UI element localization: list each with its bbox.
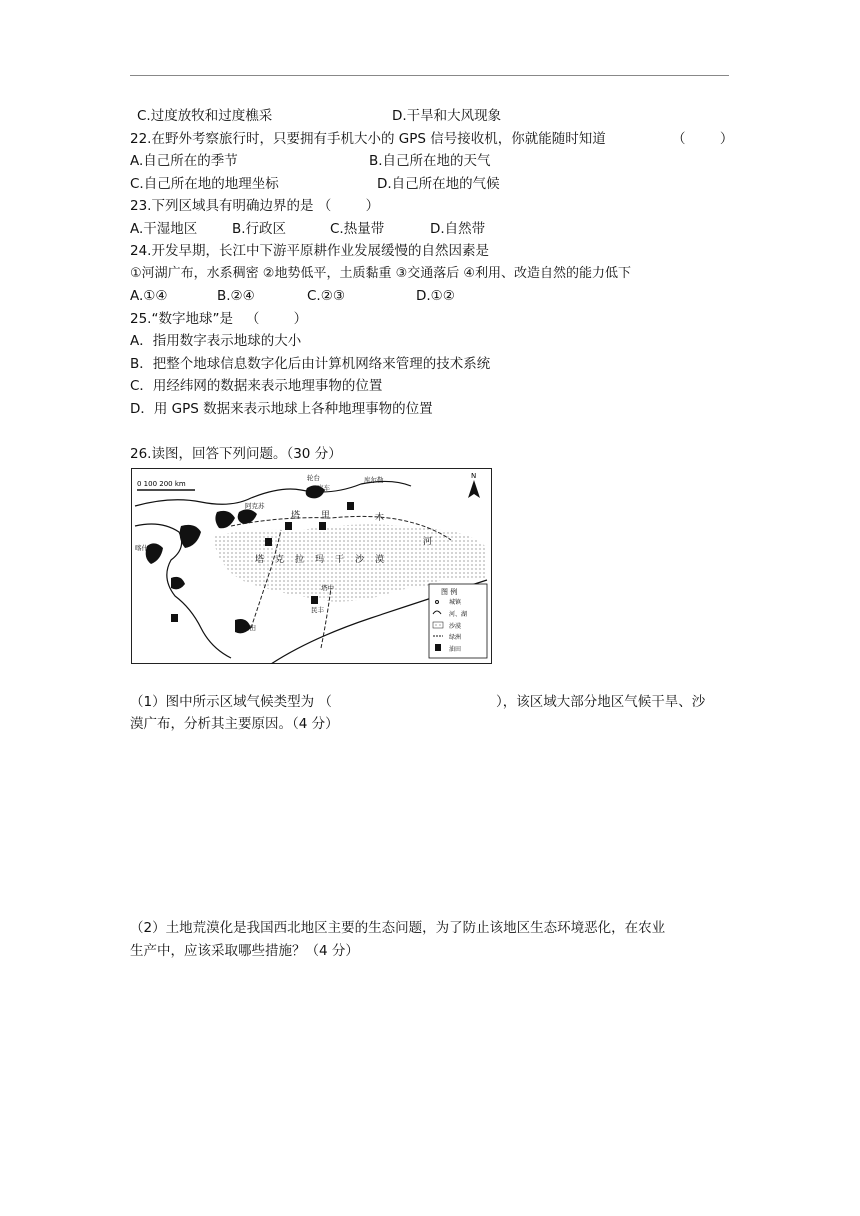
q25-stem: 25.“数字地球”是 （ ） bbox=[130, 311, 308, 327]
legend-oil: 油田 bbox=[449, 646, 462, 653]
desert-char: 干 bbox=[335, 555, 345, 565]
q22-option-c: C.自己所在地的地理坐标 bbox=[130, 176, 279, 192]
legend-town: 城镇 bbox=[449, 599, 462, 606]
place-kashgar: 喀什 bbox=[135, 544, 148, 552]
desert-char: 玛 bbox=[315, 555, 325, 565]
q26-part2-line1: （2）土地荒漠化是我国西北地区主要的生态问题，为了防止该地区生态环境恶化，在农业 bbox=[130, 920, 666, 936]
desert-icon bbox=[433, 622, 443, 628]
desert-char: 拉 bbox=[295, 555, 305, 565]
q23-stem: 23.下列区域具有明确边界的是 （ ） bbox=[130, 198, 380, 214]
q21-option-d: D.干旱和大风现象 bbox=[392, 108, 502, 124]
river-char: 里 bbox=[321, 511, 331, 521]
q21-option-c: C.过度放牧和过度樵采 bbox=[137, 108, 273, 124]
q24-option-c: C.②③ bbox=[307, 288, 345, 304]
q22-option-d: D.自己所在地的气候 bbox=[377, 176, 500, 192]
q23-option-d: D.自然带 bbox=[430, 221, 486, 237]
oil-field-icon bbox=[435, 644, 441, 651]
legend-river-lake: 河、湖 bbox=[449, 611, 468, 618]
oil-field bbox=[285, 522, 292, 530]
q23-option-b: B.行政区 bbox=[232, 221, 287, 237]
place-korla: 库尔勒 bbox=[364, 476, 384, 484]
map-legend bbox=[429, 584, 487, 658]
oil-field bbox=[265, 538, 272, 546]
q24-option-b: B.②④ bbox=[217, 288, 255, 304]
oil-field bbox=[171, 614, 178, 622]
q25-option-d: D．用 GPS 数据来表示地球上各种地理事物的位置 bbox=[130, 401, 433, 417]
north-label: N bbox=[471, 472, 477, 480]
q23-option-c: C.热量带 bbox=[330, 221, 385, 237]
desert-char: 塔 bbox=[255, 555, 265, 565]
desert-char: 克 bbox=[275, 555, 285, 565]
place-aksu: 阿克苏 bbox=[245, 502, 265, 510]
header-rule bbox=[130, 75, 729, 76]
q24-option-a: A.①④ bbox=[130, 288, 168, 304]
q22-answer-paren: （ ） bbox=[672, 131, 734, 147]
place-luntai: 轮台 bbox=[307, 474, 320, 482]
q26-part2-line2: 生产中，应该采取哪些措施？（4 分） bbox=[130, 943, 359, 959]
oil-field bbox=[319, 522, 326, 530]
q26-part1-line1b: ），该区域大部分地区气候干旱、沙 bbox=[496, 694, 706, 710]
place-tazhong: 塔中 bbox=[321, 584, 334, 592]
q23-option-a: A.干湿地区 bbox=[130, 221, 198, 237]
river-char: 河 bbox=[423, 537, 433, 547]
q26-part1-line1a: （1）图中所示区域气候类型为 （ bbox=[130, 694, 332, 710]
oil-field bbox=[347, 502, 354, 510]
legend-oasis: 绿洲 bbox=[449, 634, 462, 641]
oil-field bbox=[311, 596, 318, 604]
q22-option-a: A.自己所在的季节 bbox=[130, 153, 238, 169]
q24-items: ①河湖广布，水系稠密 ②地势低平，土质黏重 ③交通落后 ④利用、改造自然的能力低下 bbox=[130, 266, 632, 281]
legend-title: 图 例 bbox=[441, 588, 458, 596]
q25-option-b: B．把整个地球信息数字化后由计算机网络来管理的技术系统 bbox=[130, 356, 491, 372]
tarim-basin-map bbox=[131, 468, 492, 664]
desert-char: 沙 bbox=[355, 555, 365, 565]
desert-char: 漠 bbox=[375, 555, 385, 565]
place-hotan: 和田 bbox=[243, 624, 256, 632]
q22-option-b: B.自己所在地的天气 bbox=[369, 153, 491, 169]
q22-stem: 22.在野外考察旅行时，只要拥有手机大小的 GPS 信号接收机，你就能随时知道 bbox=[130, 131, 606, 147]
scale-label: 0 100 200 km bbox=[137, 480, 186, 488]
q26-part1-line2: 漠广布，分析其主要原因。（4 分） bbox=[130, 716, 339, 732]
legend-desert: 沙漠 bbox=[449, 623, 462, 630]
place-kuqa: 库车 bbox=[317, 484, 330, 492]
river-char: 木 bbox=[375, 513, 385, 523]
q26-stem: 26.读图，回答下列问题。（30 分） bbox=[130, 446, 342, 462]
place-minfeng: 民丰 bbox=[311, 606, 324, 614]
q25-option-a: A．指用数字表示地球的大小 bbox=[130, 333, 302, 349]
q24-stem: 24.开发早期，长江中下游平原耕作业发展缓慢的自然因素是 bbox=[130, 243, 489, 259]
river-char: 塔 bbox=[291, 511, 301, 521]
q24-option-d: D.①② bbox=[416, 288, 455, 304]
q25-option-c: C．用经纬网的数据来表示地理事物的位置 bbox=[130, 378, 383, 394]
